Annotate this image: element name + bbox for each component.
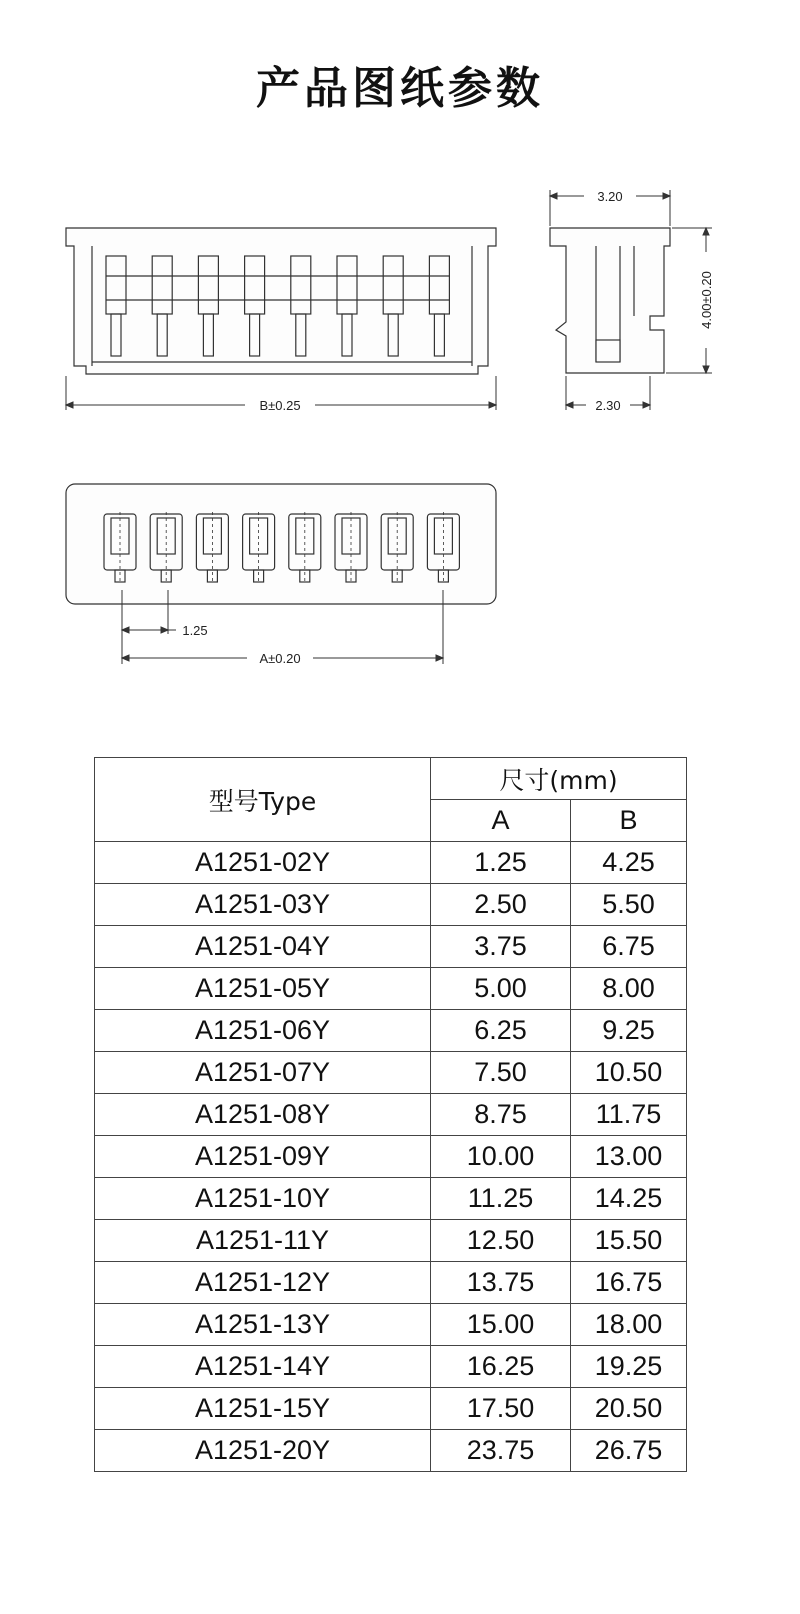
pitch-label: 1.25: [182, 623, 208, 638]
table-row: [95, 1430, 687, 1472]
b-value-cell: 26.75: [571, 1430, 687, 1472]
technical-drawing: [0, 0, 800, 720]
bottom-view: [66, 484, 496, 604]
table-row: [95, 1346, 687, 1388]
model-cell: A1251-03Y: [95, 884, 431, 926]
model-cell: A1251-13Y: [95, 1304, 431, 1346]
table-row: [95, 1052, 687, 1094]
side-top-width-label: 3.20: [597, 189, 623, 204]
table-row: [95, 1094, 687, 1136]
a-value-cell: 7.50: [431, 1052, 571, 1094]
a-value-cell: 23.75: [431, 1430, 571, 1472]
b-value-cell: 16.75: [571, 1262, 687, 1304]
table-row: [95, 1262, 687, 1304]
table-row: [95, 842, 687, 884]
b-value-cell: 9.25: [571, 1010, 687, 1052]
b-value-cell: 5.50: [571, 884, 687, 926]
model-cell: A1251-09Y: [95, 1136, 431, 1178]
side-height-label: 4.00±0.20: [699, 271, 714, 329]
model-cell: A1251-14Y: [95, 1346, 431, 1388]
b-dimension-label: B±0.25: [259, 398, 301, 413]
model-cell: A1251-08Y: [95, 1094, 431, 1136]
spec-table: [94, 757, 687, 1472]
b-value-cell: 4.25: [571, 842, 687, 884]
side-bottom-width-label: 2.30: [595, 398, 621, 413]
b-value-cell: 8.00: [571, 968, 687, 1010]
b-value-cell: 14.25: [571, 1178, 687, 1220]
a-value-cell: 16.25: [431, 1346, 571, 1388]
a-value-cell: 6.25: [431, 1010, 571, 1052]
model-cell: A1251-20Y: [95, 1430, 431, 1472]
model-cell: A1251-12Y: [95, 1262, 431, 1304]
a-value-cell: 3.75: [431, 926, 571, 968]
b-value-cell: 19.25: [571, 1346, 687, 1388]
a-value-cell: 5.00: [431, 968, 571, 1010]
model-cell: A1251-15Y: [95, 1388, 431, 1430]
model-cell: A1251-07Y: [95, 1052, 431, 1094]
table-row: [95, 926, 687, 968]
a-value-cell: 2.50: [431, 884, 571, 926]
b-value-cell: 13.00: [571, 1136, 687, 1178]
spec-table-body: [95, 842, 687, 1472]
table-row: [95, 1304, 687, 1346]
a-value-cell: 11.25: [431, 1178, 571, 1220]
a-value-cell: 8.75: [431, 1094, 571, 1136]
a-value-cell: 17.50: [431, 1388, 571, 1430]
model-cell: A1251-04Y: [95, 926, 431, 968]
a-column-header: A: [431, 800, 571, 842]
page-title: 产品图纸参数: [256, 63, 544, 114]
b-value-cell: 11.75: [571, 1094, 687, 1136]
a-value-cell: 15.00: [431, 1304, 571, 1346]
model-cell: A1251-06Y: [95, 1010, 431, 1052]
b-value-cell: 6.75: [571, 926, 687, 968]
table-row: [95, 1178, 687, 1220]
b-value-cell: 15.50: [571, 1220, 687, 1262]
model-cell: A1251-05Y: [95, 968, 431, 1010]
table-row: [95, 1388, 687, 1430]
a-value-cell: 1.25: [431, 842, 571, 884]
model-cell: A1251-10Y: [95, 1178, 431, 1220]
size-column-header: 尺寸(mm): [431, 758, 687, 800]
front-view: [66, 228, 496, 374]
table-row: [95, 884, 687, 926]
table-row: [95, 1220, 687, 1262]
model-cell: A1251-11Y: [95, 1220, 431, 1262]
a-value-cell: 12.50: [431, 1220, 571, 1262]
table-row: [95, 1010, 687, 1052]
side-view: [550, 228, 670, 373]
b-value-cell: 20.50: [571, 1388, 687, 1430]
model-column-header: 型号Type: [95, 758, 431, 842]
a-value-cell: 10.00: [431, 1136, 571, 1178]
span-label: A±0.20: [259, 651, 301, 666]
table-row: [95, 968, 687, 1010]
a-value-cell: 13.75: [431, 1262, 571, 1304]
b-value-cell: 10.50: [571, 1052, 687, 1094]
table-row: [95, 1136, 687, 1178]
b-value-cell: 18.00: [571, 1304, 687, 1346]
model-cell: A1251-02Y: [95, 842, 431, 884]
b-column-header: B: [571, 800, 687, 842]
